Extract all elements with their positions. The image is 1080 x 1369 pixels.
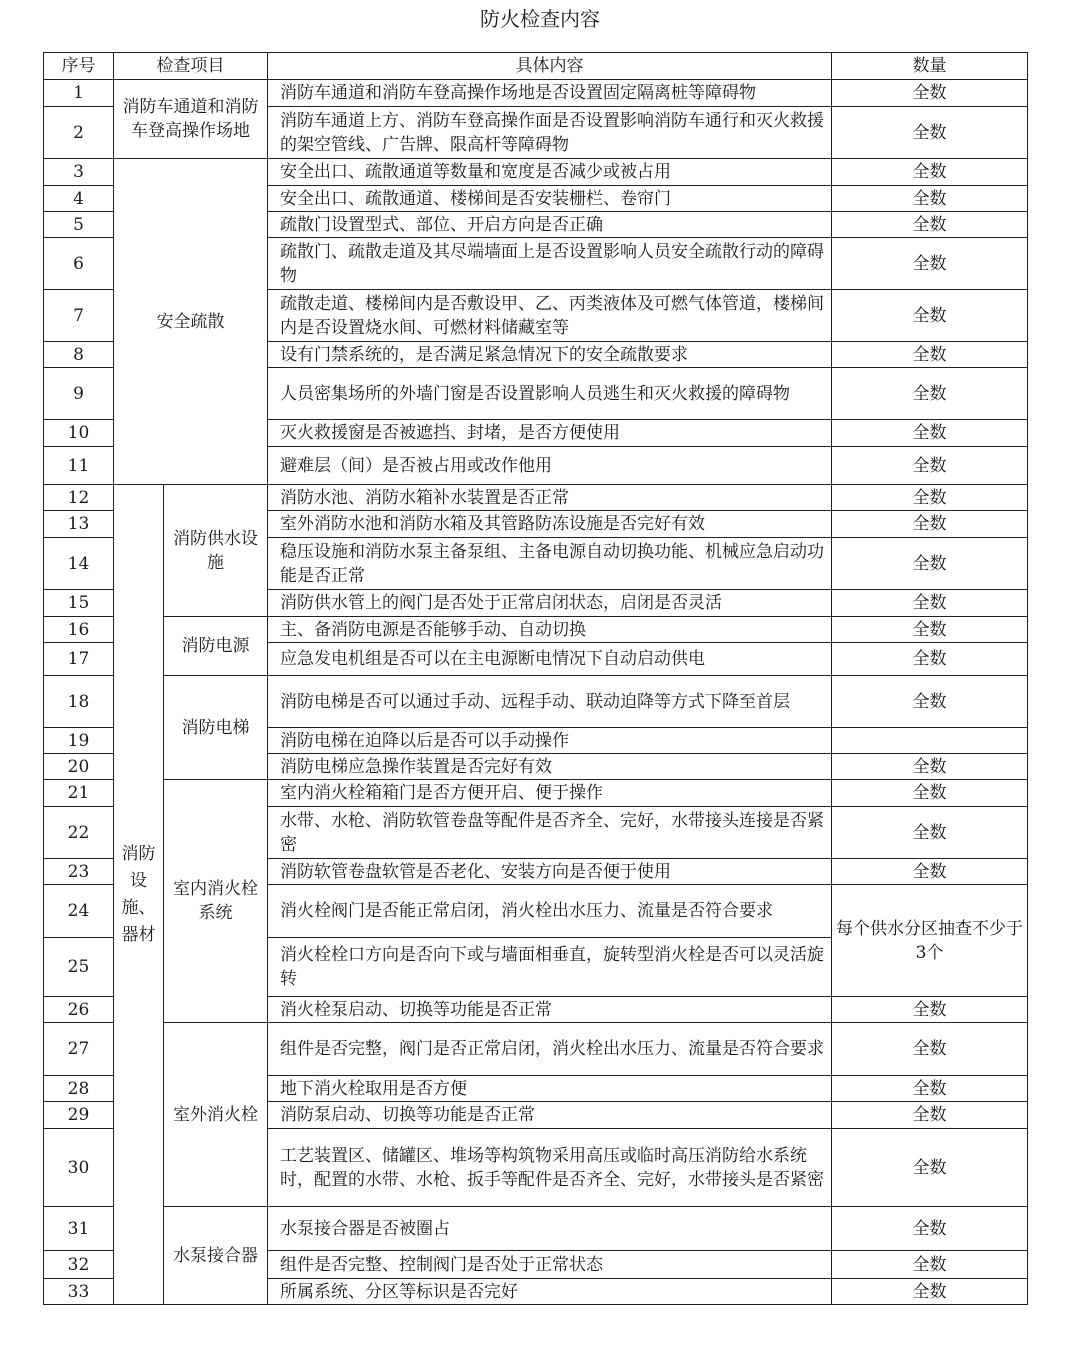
row-content: 水带、水枪、消防软管卷盘等配件是否齐全、完好，水带接头连接是否紧密 (268, 807, 832, 859)
row-qty: 全数 (832, 80, 1028, 107)
row-no: 7 (44, 290, 114, 342)
row-content: 安全出口、疏散通道等数量和宽度是否减少或被占用 (268, 159, 832, 186)
row-no: 19 (44, 728, 114, 754)
row-no: 27 (44, 1023, 114, 1076)
row-qty: 全数 (832, 290, 1028, 342)
row-qty: 全数 (832, 780, 1028, 807)
row-content: 消火栓泵启动、切换等功能是否正常 (268, 997, 832, 1023)
row-content: 安全出口、疏散通道、楼梯间是否安装栅栏、卷帘门 (268, 186, 832, 212)
row-content: 消防车通道上方、消防车登高操作面是否设置影响消防车通行和灭火救援的架空管线、广告牌、限高杆等障碍物 (268, 107, 832, 159)
row-content: 消防电梯是否可以通过手动、远程手动、联动迫降等方式下降至首层 (268, 676, 832, 728)
subcategory-water-supply: 消防供水设施 (164, 485, 268, 617)
row-content: 设有门禁系统的，是否满足紧急情况下的安全疏散要求 (268, 342, 832, 368)
table-header-row (44, 53, 1028, 80)
row-qty: 全数 (832, 238, 1028, 290)
inspection-table (43, 52, 1028, 1305)
table-row (44, 1207, 1028, 1251)
table-row (44, 485, 1028, 511)
row-content: 室内消火栓箱箱门是否方便开启、便于操作 (268, 780, 832, 807)
row-content: 稳压设施和消防水泵主备泵组、主备电源自动切换功能、机械应急启动功能是否正常 (268, 538, 832, 590)
row-content: 消防水池、消防水箱补水装置是否正常 (268, 485, 832, 511)
row-content: 消防泵启动、切换等功能是否正常 (268, 1102, 832, 1129)
row-qty: 全数 (832, 485, 1028, 511)
row-no: 10 (44, 420, 114, 447)
row-content: 应急发电机组是否可以在主电源断电情况下自动启动供电 (268, 643, 832, 676)
row-no: 29 (44, 1102, 114, 1129)
table-row (44, 617, 1028, 643)
row-qty: 全数 (832, 1102, 1028, 1129)
row-qty: 全数 (832, 676, 1028, 728)
row-no: 1 (44, 80, 114, 107)
row-no: 30 (44, 1129, 114, 1207)
row-qty: 全数 (832, 807, 1028, 859)
table-row (44, 1023, 1028, 1076)
row-no: 14 (44, 538, 114, 590)
row-content: 灭火救援窗是否被遮挡、封堵，是否方便使用 (268, 420, 832, 447)
row-content: 水泵接合器是否被圈占 (268, 1207, 832, 1251)
row-content: 人员密集场所的外墙门窗是否设置影响人员逃生和灭火救援的障碍物 (268, 368, 832, 420)
row-content: 避难层（间）是否被占用或改作他用 (268, 447, 832, 485)
subcategory-outdoor-hydrant: 室外消火栓 (164, 1023, 268, 1207)
row-content: 室外消防水池和消防水箱及其管路防冻设施是否完好有效 (268, 511, 832, 538)
row-qty: 全数 (832, 643, 1028, 676)
subcategory-power: 消防电源 (164, 617, 268, 676)
row-qty: 全数 (832, 754, 1028, 780)
row-content: 消火栓栓口方向是否向下或与墙面相垂直，旋转型消火栓是否可以灵活旋转 (268, 938, 832, 997)
row-no: 6 (44, 238, 114, 290)
subcategory-elevator: 消防电梯 (164, 676, 268, 780)
row-no: 20 (44, 754, 114, 780)
row-qty: 全数 (832, 368, 1028, 420)
row-no: 31 (44, 1207, 114, 1251)
table-row (44, 676, 1028, 728)
row-content: 组件是否完整，阀门是否正常启闭，消火栓出水压力、流量是否符合要求 (268, 1023, 832, 1076)
header-no: 序号 (44, 53, 114, 80)
row-no: 28 (44, 1076, 114, 1102)
row-no: 9 (44, 368, 114, 420)
header-content: 具体内容 (268, 53, 832, 80)
row-qty: 全数 (832, 511, 1028, 538)
row-qty: 全数 (832, 997, 1028, 1023)
row-no: 25 (44, 938, 114, 997)
row-content: 消防车通道和消防车登高操作场地是否设置固定隔离桩等障碍物 (268, 80, 832, 107)
row-content: 消防软管卷盘软管是否老化、安装方向是否便于使用 (268, 859, 832, 885)
table-row (44, 780, 1028, 807)
row-content: 疏散门设置型式、部位、开启方向是否正确 (268, 212, 832, 238)
row-qty: 全数 (832, 420, 1028, 447)
row-no: 26 (44, 997, 114, 1023)
header-item: 检查项目 (114, 53, 268, 80)
row-qty: 全数 (832, 1279, 1028, 1305)
category-facilities: 消防设施、器材 (114, 485, 164, 1305)
category-access: 消防车通道和消防车登高操作场地 (114, 80, 268, 159)
row-no: 13 (44, 511, 114, 538)
row-qty: 全数 (832, 1023, 1028, 1076)
row-content: 地下消火栓取用是否方便 (268, 1076, 832, 1102)
row-no: 33 (44, 1279, 114, 1305)
row-qty (832, 728, 1028, 754)
header-qty: 数量 (832, 53, 1028, 80)
row-no: 15 (44, 590, 114, 617)
row-content: 组件是否完整、控制阀门是否处于正常状态 (268, 1251, 832, 1279)
row-no: 11 (44, 447, 114, 485)
row-qty: 全数 (832, 590, 1028, 617)
row-content: 消防电梯应急操作装置是否完好有效 (268, 754, 832, 780)
row-qty: 全数 (832, 186, 1028, 212)
row-content: 消防供水管上的阀门是否处于正常启闭状态，启闭是否灵活 (268, 590, 832, 617)
row-qty: 全数 (832, 1251, 1028, 1279)
page-title: 防火检查内容 (480, 7, 600, 31)
row-no: 23 (44, 859, 114, 885)
table-row (44, 159, 1028, 186)
row-qty: 全数 (832, 859, 1028, 885)
row-no: 17 (44, 643, 114, 676)
row-qty: 全数 (832, 159, 1028, 186)
row-no: 5 (44, 212, 114, 238)
row-qty: 全数 (832, 617, 1028, 643)
row-qty: 全数 (832, 1129, 1028, 1207)
row-content: 所属系统、分区等标识是否完好 (268, 1279, 832, 1305)
row-no: 2 (44, 107, 114, 159)
category-evac: 安全疏散 (114, 159, 268, 485)
row-content: 主、备消防电源是否能够手动、自动切换 (268, 617, 832, 643)
row-qty: 全数 (832, 107, 1028, 159)
row-no: 3 (44, 159, 114, 186)
row-no: 24 (44, 885, 114, 938)
row-content: 疏散走道、楼梯间内是否敷设甲、乙、丙类液体及可燃气体管道，楼梯间内是否设置烧水间、可燃材料储藏室等 (268, 290, 832, 342)
row-no: 4 (44, 186, 114, 212)
row-no: 18 (44, 676, 114, 728)
row-qty: 全数 (832, 447, 1028, 485)
row-no: 32 (44, 1251, 114, 1279)
row-content: 疏散门、疏散走道及其尽端墙面上是否设置影响人员安全疏散行动的障碍物 (268, 238, 832, 290)
subcategory-indoor-hydrant: 室内消火栓系统 (164, 780, 268, 1023)
subcategory-pump-connector: 水泵接合器 (164, 1207, 268, 1305)
row-no: 22 (44, 807, 114, 859)
row-qty-sampling: 每个供水分区抽查不少于3个 (832, 885, 1028, 997)
row-qty: 全数 (832, 538, 1028, 590)
row-no: 16 (44, 617, 114, 643)
row-no: 8 (44, 342, 114, 368)
row-content: 消火栓阀门是否能正常启闭，消火栓出水压力、流量是否符合要求 (268, 885, 832, 938)
row-qty: 全数 (832, 1076, 1028, 1102)
row-content: 消防电梯在迫降以后是否可以手动操作 (268, 728, 832, 754)
row-qty: 全数 (832, 212, 1028, 238)
row-qty: 全数 (832, 342, 1028, 368)
row-qty: 全数 (832, 1207, 1028, 1251)
row-content: 工艺装置区、储罐区、堆场等构筑物采用高压或临时高压消防给水系统时，配置的水带、水枪、扳手等配件是否齐全、完好，水带接头是否紧密 (268, 1129, 832, 1207)
row-no: 21 (44, 780, 114, 807)
table-row (44, 80, 1028, 107)
row-no: 12 (44, 485, 114, 511)
